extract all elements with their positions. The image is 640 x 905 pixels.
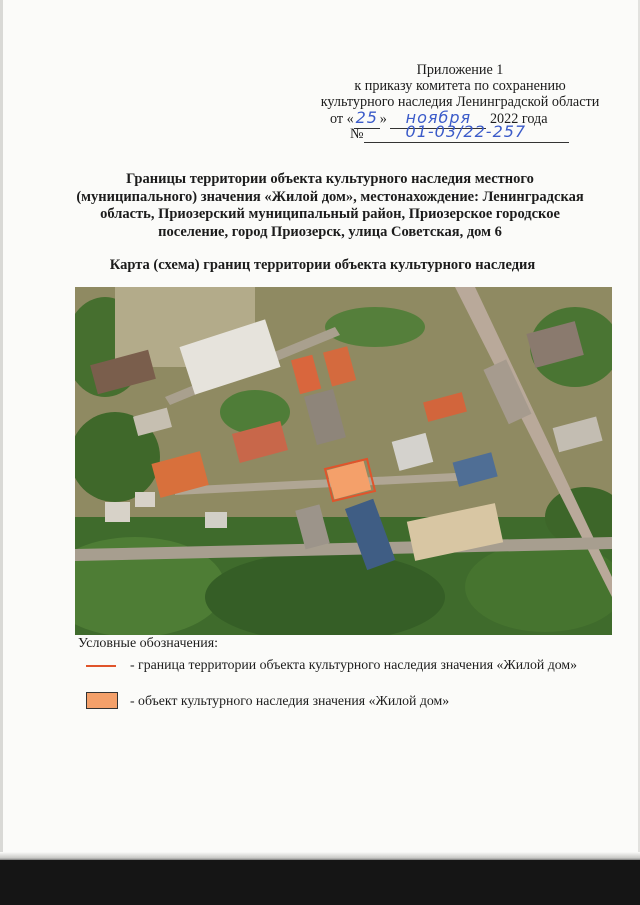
scan-edge [0, 0, 3, 860]
aerial-photo [75, 287, 612, 635]
document-heading [60, 171, 600, 241]
map-title: Карта (схема) границ территории объекта культурного наследия [109, 257, 536, 273]
order-number [350, 122, 569, 143]
boundary-line-symbol [86, 665, 116, 667]
heading-line: поселение, город Приозерск, улица Советская, дом 6 [158, 223, 502, 240]
appendix-committee: культурного наследия Ленинградской области [320, 94, 600, 110]
appendix-number: Приложение 1 [416, 62, 504, 78]
appendix-order-ref: к приказу комитета по сохранению [354, 78, 566, 94]
date-mid: » [379, 111, 387, 127]
heading-line: (муниципального) значения «Жилой дом», местонахождение: Ленинградская [76, 188, 584, 205]
legend-boundary-label: - граница территории объекта культурного наследия значения «Жилой дом» [130, 657, 578, 672]
aerial-map [75, 287, 612, 635]
handwritten-number: 01-03/22-257 [405, 122, 527, 141]
appendix-header [300, 62, 620, 110]
handwritten-day: 25 [355, 108, 378, 127]
date-year: 2022 года [489, 111, 548, 127]
object-swatch-symbol [86, 692, 118, 709]
date-prefix: от « [330, 111, 354, 127]
handwritten-month: ноября [405, 108, 472, 127]
heading-line: область, Приозерский муниципальный район, Приозерское городское [100, 206, 560, 222]
scan-background [0, 860, 640, 905]
number-sign: № [350, 126, 364, 142]
heading-line: Границы территории объекта культурного наследия местного [126, 171, 534, 187]
legend-title: Условные обозначения: [78, 636, 219, 651]
legend-object-label: - объект культурного наследия значения «Жилой дом» [130, 693, 450, 708]
